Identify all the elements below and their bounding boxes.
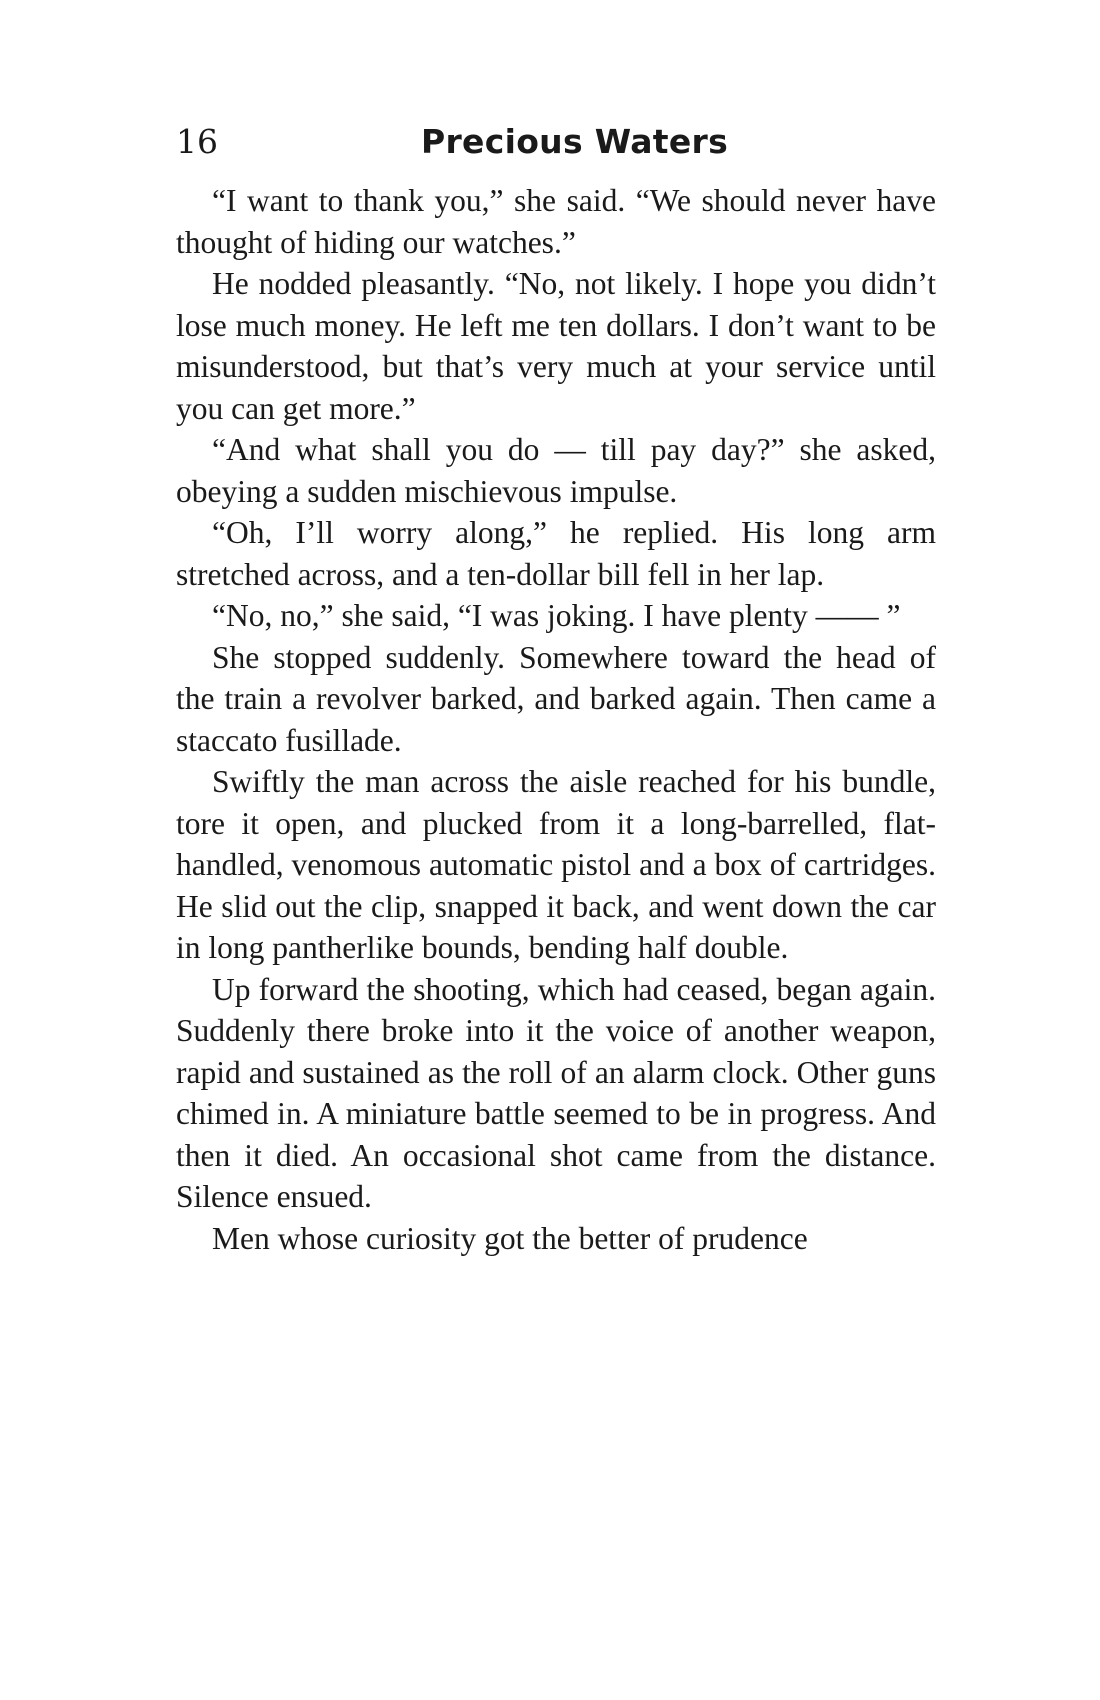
page-header bbox=[176, 116, 936, 176]
paragraph: She stopped suddenly. Somewhere toward the head of the train a revolver barked, and barked again. Then came a staccato fusillade. bbox=[176, 639, 936, 758]
body-text bbox=[176, 180, 936, 1259]
running-title: Precious Waters bbox=[421, 122, 729, 161]
paragraph: “I want to thank you,” she said. “We should never have thought of hiding our watches.” bbox=[176, 183, 936, 260]
paragraph: Swiftly the man across the aisle reached for his bundle, tore it open, and plucked from it a long-barrelled, flat-handled, venomous automatic pistol and a box of cartridges. He slid out the clip, snapped it back, and went down the car in long pantherlike bounds, bending half double. bbox=[176, 764, 936, 965]
paragraph: Men whose curiosity got the better of prudence bbox=[212, 1220, 808, 1256]
paragraph: “And what shall you do — till pay day?” she asked, obeying a sudden mischievous impulse. bbox=[176, 432, 936, 509]
page-number: 16 bbox=[176, 122, 218, 161]
paragraph: Up forward the shooting, which had ceased, began again. Suddenly there broke into it the voice of another weapon, rapid and sustained as the roll of an alarm clock. Other guns chimed in. A miniature battle seemed to be in progress. And then it died. An occasional shot came from the distance. Silence ensued. bbox=[176, 971, 936, 1214]
paragraph: “No, no,” she said, “I was joking. I have plenty —— ” bbox=[212, 598, 901, 633]
paragraph: “Oh, I’ll worry along,” he replied. His long arm stretched across, and a ten-dollar bill fell in her lap. bbox=[176, 515, 936, 592]
paragraph: He nodded pleasantly. “No, not likely. I hope you didn’t lose much money. He left me ten dollars. I don’t want to be misunderstood, but that’s very much at your service until you can get more.” bbox=[176, 266, 936, 426]
